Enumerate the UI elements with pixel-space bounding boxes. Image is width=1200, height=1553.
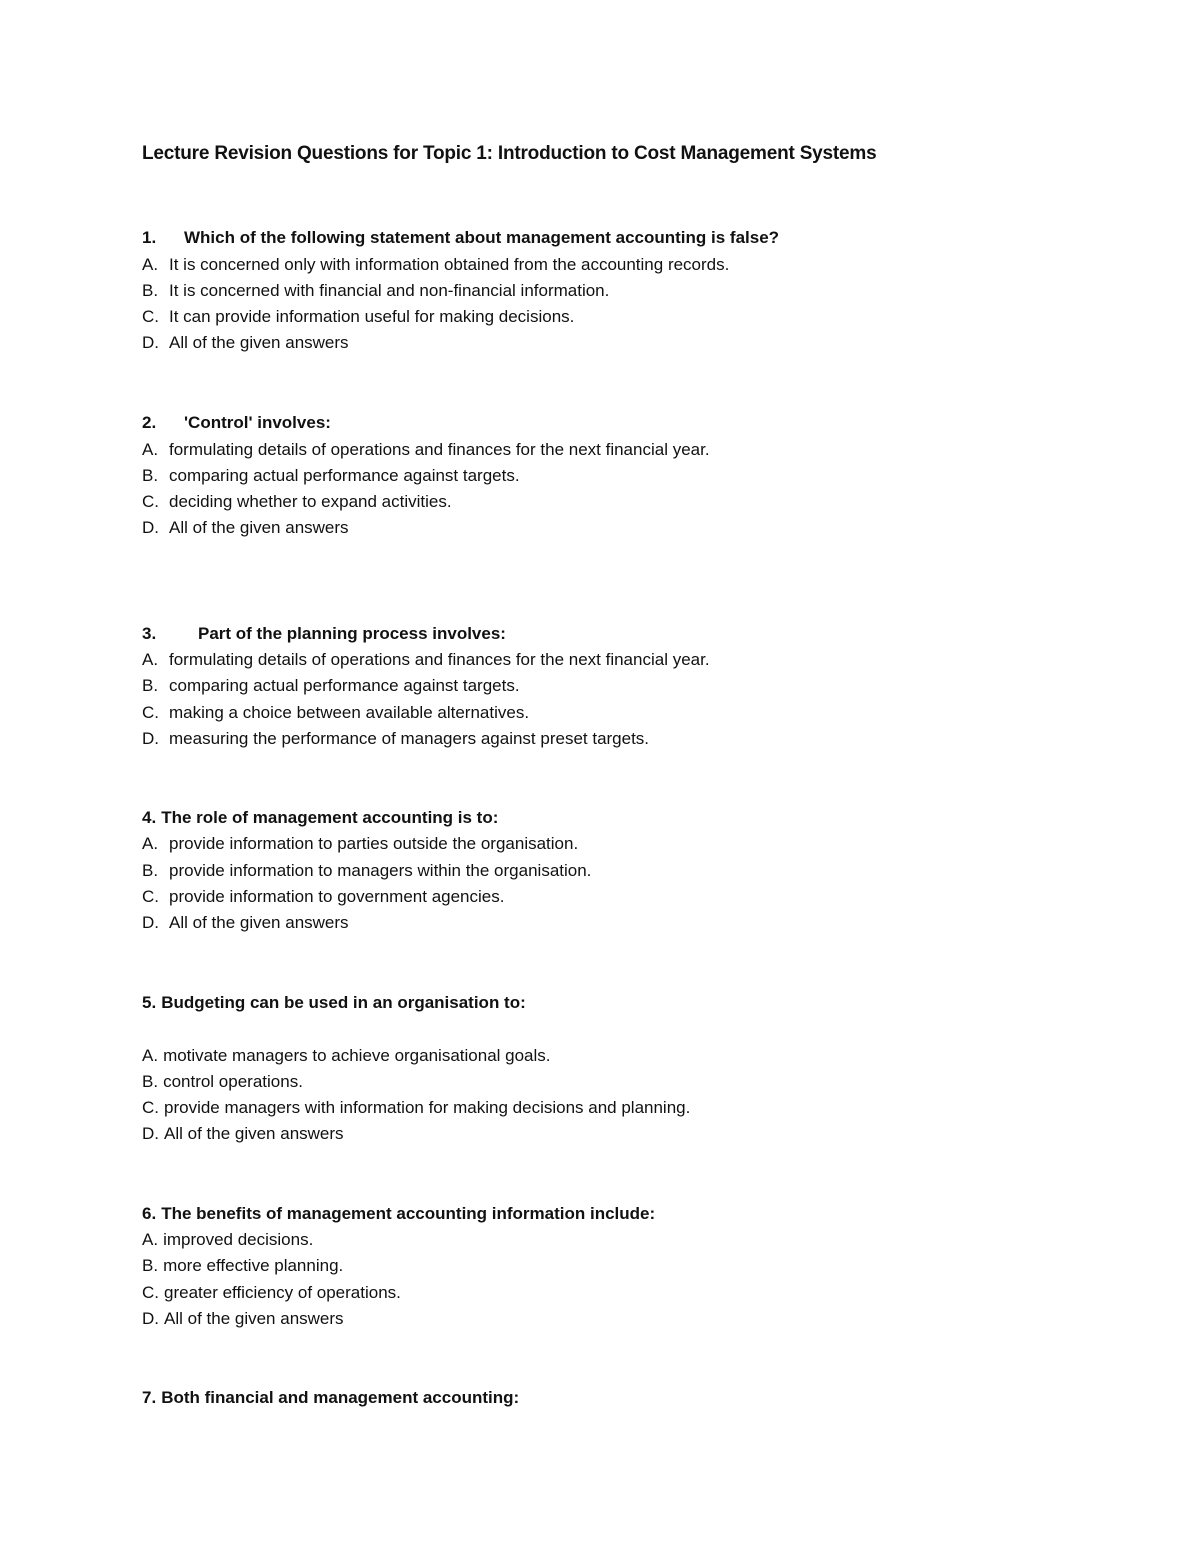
question-6-heading (142, 1204, 655, 1224)
option-letter: C. (142, 703, 159, 722)
question-4-option-d (142, 913, 349, 933)
option-letter: C. (142, 307, 159, 326)
option-text: greater efficiency of operations. (164, 1283, 401, 1302)
option-text: All of the given answers (169, 518, 349, 537)
option-text: formulating details of operations and finances for the next financial year. (169, 650, 710, 669)
question-3-option-a (142, 650, 710, 670)
question-1-option-c (142, 307, 574, 327)
option-text: deciding whether to expand activities. (169, 492, 452, 511)
option-letter: B. (142, 466, 159, 485)
option-letter: D. (142, 518, 159, 537)
option-letter: D. (142, 1309, 159, 1328)
question-3-option-c (142, 703, 529, 723)
question-5-heading (142, 993, 526, 1013)
question-4-heading (142, 808, 498, 828)
question-2-heading (142, 413, 331, 433)
option-text: measuring the performance of managers against preset targets. (169, 729, 650, 748)
question-1-option-a (142, 255, 729, 275)
option-text: All of the given answers (164, 1124, 344, 1143)
option-text: improved decisions. (163, 1230, 314, 1249)
question-1-option-b (142, 281, 609, 301)
question-text: Which of the following statement about management accounting is false? (184, 228, 780, 247)
option-letter: A. (142, 255, 159, 274)
option-text: It can provide information useful for making decisions. (169, 307, 575, 326)
question-text: The role of management accounting is to: (161, 808, 499, 827)
question-3-option-b (142, 676, 520, 696)
option-letter: B. (142, 1256, 159, 1275)
question-text: The benefits of management accounting information include: (161, 1204, 656, 1223)
question-number: 3. (142, 624, 157, 643)
option-letter: B. (142, 281, 159, 300)
document-title: Lecture Revision Questions for Topic 1: Introduction to Cost Management Systems (142, 143, 877, 164)
question-7-heading (142, 1388, 519, 1408)
option-letter: A. (142, 650, 159, 669)
question-2-option-c (142, 492, 452, 512)
question-2-option-b (142, 466, 520, 486)
question-6-option-b (142, 1256, 343, 1276)
option-text: making a choice between available alternatives. (169, 703, 530, 722)
question-4-option-a (142, 834, 578, 854)
option-text: motivate managers to achieve organisational goals. (163, 1046, 551, 1065)
question-5-option-d (142, 1124, 344, 1144)
option-letter: B. (142, 861, 159, 880)
option-letter: B. (142, 1072, 159, 1091)
option-text: All of the given answers (169, 913, 349, 932)
question-text: Part of the planning process involves: (198, 624, 506, 643)
option-letter: B. (142, 676, 159, 695)
option-letter: A. (142, 440, 159, 459)
question-text: Budgeting can be used in an organisation to: (161, 993, 526, 1012)
option-letter: C. (142, 492, 159, 511)
question-2-option-d (142, 518, 349, 538)
option-letter: C. (142, 887, 159, 906)
question-5-option-c (142, 1098, 690, 1118)
question-number: 4. (142, 808, 157, 827)
option-text: All of the given answers (169, 333, 349, 352)
option-letter: A. (142, 834, 159, 853)
question-6-option-d (142, 1309, 344, 1329)
option-letter: D. (142, 333, 159, 352)
question-1-heading (142, 228, 779, 248)
option-text: comparing actual performance against targets. (169, 466, 520, 485)
option-text: It is concerned only with information obtained from the accounting records. (169, 255, 730, 274)
question-text: Both financial and management accounting: (161, 1388, 520, 1407)
option-text: more effective planning. (163, 1256, 344, 1275)
option-text: provide information to government agencies. (169, 887, 505, 906)
option-letter: A. (142, 1046, 159, 1065)
option-text: provide managers with information for making decisions and planning. (164, 1098, 691, 1117)
option-text: formulating details of operations and finances for the next financial year. (169, 440, 710, 459)
option-letter: A. (142, 1230, 159, 1249)
question-5-option-a (142, 1046, 551, 1066)
option-letter: D. (142, 729, 159, 748)
option-text: provide information to managers within the organisation. (169, 861, 592, 880)
question-text: 'Control' involves: (184, 413, 331, 432)
question-4-option-c (142, 887, 504, 907)
question-number: 5. (142, 993, 157, 1012)
question-3-heading (142, 624, 506, 644)
question-number: 2. (142, 413, 157, 432)
option-text: control operations. (163, 1072, 303, 1091)
option-text: It is concerned with financial and non-financial information. (169, 281, 610, 300)
question-6-option-a (142, 1230, 313, 1250)
question-5-option-b (142, 1072, 303, 1092)
question-3-option-d (142, 729, 649, 749)
option-letter: C. (142, 1098, 159, 1117)
question-number: 7. (142, 1388, 157, 1407)
question-1-option-d (142, 333, 349, 353)
question-number: 1. (142, 228, 157, 247)
option-letter: C. (142, 1283, 159, 1302)
question-4-option-b (142, 861, 591, 881)
question-number: 6. (142, 1204, 157, 1223)
option-text: All of the given answers (164, 1309, 344, 1328)
option-letter: D. (142, 1124, 159, 1143)
question-6-option-c (142, 1283, 401, 1303)
option-text: provide information to parties outside the organisation. (169, 834, 579, 853)
question-2-option-a (142, 440, 710, 460)
option-letter: D. (142, 913, 159, 932)
option-text: comparing actual performance against targets. (169, 676, 520, 695)
